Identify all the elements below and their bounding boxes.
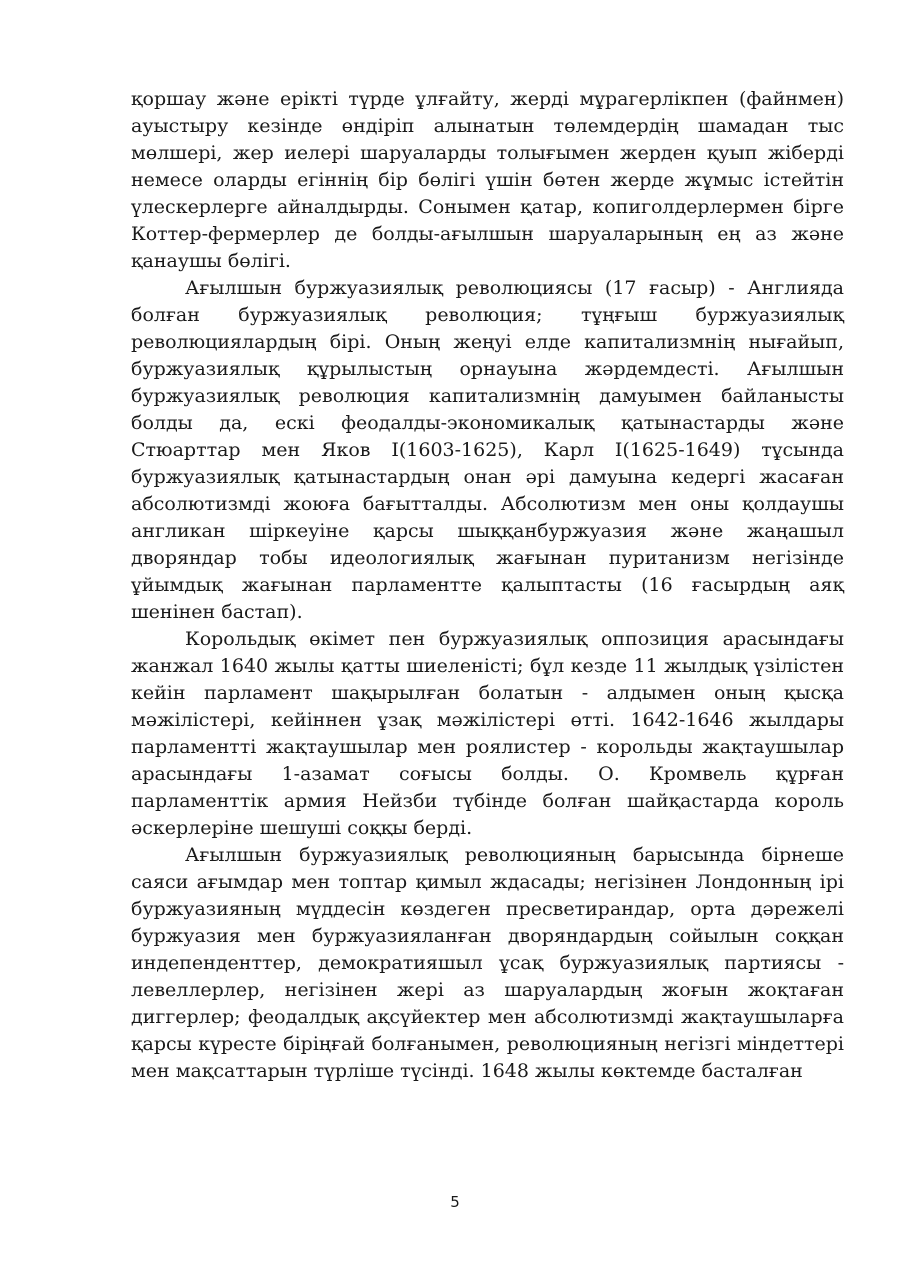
paragraph-4: Ағылшын буржуазиялық революцияның барысында бірнеше саяси ағымдар мен топтар қимыл ждасады; негізінен Лондонның ірі буржуазияның мүддесін көздеген пресветирандар, орта дәрежелі буржуазия мен буржуазияланған дворяндардың сойылын соққан индепенденттер, демократияшыл ұсақ буржуазиялық партиясы - левеллерлер, негізінен жері аз шаруалардың жоғын жоқтаған диггерлер; феодалдық ақсүйектер мен абсолютизмді жақтаушыларға қарсы күресте біріңғай болғанымен, революцияның негізгі міндеттері мен мақсаттарын түрліше түсінді. 1648 жылы көктемде басталған (131, 844, 844, 1082)
document-body (131, 86, 844, 1085)
paragraph-3: Корольдық өкімет пен буржуазиялық оппозиция арасындағы жанжал 1640 жылы қатты шиеленісті; бұл кезде 11 жылдық үзілістен кейін парламент шақырылған болатын - алдымен оның қысқа мәжілістері, кейіннен ұзақ мәжілістері өтті. 1642-1646 жылдары парламентті жақтаушылар мен роялистер - корольды жақтаушылар арасындағы 1-азамат соғысы болды. О. Кромвель құрған парламенттік армия Нейзби түбінде болған шайқастарда король әскерлеріне шешуші соққы берді. (131, 628, 844, 839)
page-number: 5 (450, 1193, 460, 1211)
paragraph-1: қоршау және ерікті түрде ұлғайту, жерді мұрагерлікпен (файнмен) ауыстыру кезінде өндіріп алынатын төлемдердің шамадан тыс мөлшері, жер иелері шаруаларды толығымен жерден қуып жіберді немесе оларды егіннің бір бөлігі үшін бөтен жерде жұмыс істейтін үлескерлерге айналдырды. Сонымен қатар, копиголдерлермен бірге Коттер-фермерлер де болды-ағылшын шаруаларының ең аз және қанаушы бөлігі. (131, 88, 844, 272)
paragraph-2: Ағылшын буржуазиялық революциясы (17 ғасыр) - Англияда болған буржуазиялық революция; тұңғыш буржуазиялық революциялардың бірі. Оның жеңуі елде капитализмнің нығайып, буржуазиялық құрылыстың орнауына жәрдемдесті. Ағылшын буржуазиялық революция капитализмнің дамуымен байланысты болды да, ескі феодалды-экономикалық қатынастарды және Стюарттар мен Яков I(1603-1625), Карл I(1625-1649) тұсында буржуазиялық қатынастардың онан әрі дамуына кедергі жасаған абсолютизмді жоюға бағытталды. Абсолютизм мен оны қолдаушы англикан шіркеуіне қарсы шыққанбуржуазия және жаңашыл дворяндар тобы идеологиялық жағынан пуританизм негізінде ұйымдық жағынан парламентте қалыптасты (16 ғасырдың аяқ шенінен бастап). (131, 277, 844, 623)
